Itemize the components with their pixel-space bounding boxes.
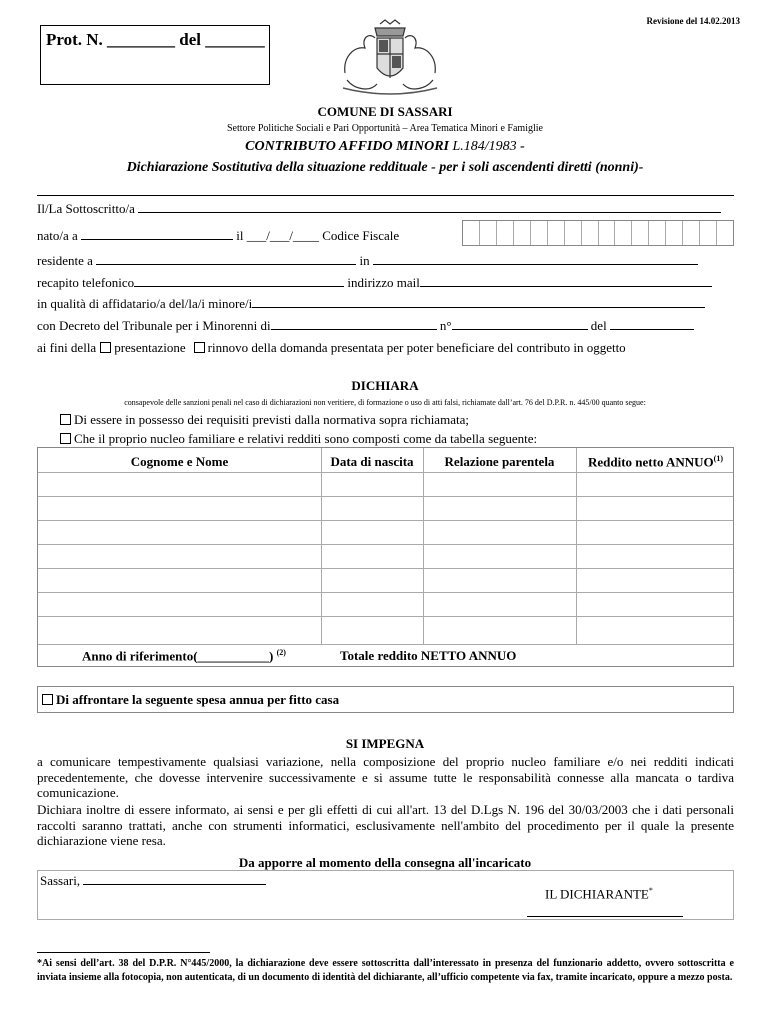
anno-sup: (2) [276, 648, 286, 657]
contributo-title [0, 139, 770, 155]
contributo-law: L.184/1983 [448, 139, 521, 154]
header-relazione: Relazione parentela [444, 454, 555, 469]
fini-label: ai fini della [37, 340, 97, 355]
presentazione-checkbox[interactable] [100, 342, 111, 353]
table-row[interactable] [38, 592, 733, 593]
header-cognome-nome: Cognome e Nome [130, 454, 229, 469]
nucleo-label: Che il proprio nucleo familiare e relativi redditi sono composti come da tabella seguente: [74, 431, 538, 446]
table-row[interactable] [38, 472, 733, 473]
anno-riferimento[interactable] [82, 648, 286, 664]
minor-name-field[interactable] [252, 296, 705, 308]
sottoscritto-field[interactable] [138, 201, 721, 213]
presentazione-label: presentazione [114, 340, 186, 355]
il-label: il [236, 228, 244, 243]
residence-city-field[interactable] [96, 253, 356, 265]
nucleo-item [60, 431, 537, 447]
table-row[interactable] [38, 496, 733, 497]
numero-label: n° [439, 318, 452, 333]
residente-label: residente a [37, 253, 93, 268]
sassari-row [40, 873, 266, 889]
tribunale-field[interactable] [271, 318, 437, 330]
header-divider [37, 195, 734, 196]
decreto-label: con Decreto del Tribunale per i Minorenni di [37, 318, 271, 333]
decreto-row [37, 318, 734, 334]
anno-label: Anno di riferimento(___________) [82, 648, 274, 664]
table-row[interactable] [38, 616, 733, 617]
qualita-label: in qualità di affidatario/a del/la/i minore/i [37, 296, 253, 311]
dichiarante-text: IL DICHIARANTE [545, 886, 649, 902]
requisiti-label: Di essere in possesso dei requisiti previsti dalla normativa sopra richiamata; [74, 412, 469, 427]
dichiarante-label [545, 886, 653, 902]
del-label: del [590, 318, 607, 333]
birthdate-field[interactable]: ___/___/____ [246, 228, 320, 243]
birthplace-field[interactable] [81, 228, 233, 240]
requisiti-checkbox[interactable] [60, 414, 71, 425]
email-label: indirizzo mail [347, 275, 420, 290]
apporre-heading: Da apporre al momento della consegna all'incaricato [238, 855, 532, 870]
affitto-item [42, 692, 339, 708]
sassari-date-field[interactable] [83, 873, 266, 885]
sottoscritto-label: Il/La Sottoscritto/a [37, 201, 135, 216]
table-row[interactable] [38, 568, 733, 569]
decree-number-field[interactable] [452, 318, 588, 330]
contributo-dash: - [520, 139, 525, 154]
contributo-bold: CONTRIBUTO AFFIDO MINORI [245, 139, 449, 154]
city-coat-of-arms-emblem [335, 18, 445, 98]
header-reddito [576, 454, 735, 470]
privacy-text: Dichiara inoltre di essere informato, ai sensi e per gli effetti di cui all'art. 13 del D.Lgs N. 196 del 30/03/2003 che i dati personali raccolti saranno trattati, anche con strumenti informatici, esclusivamente nell'ambito del procedimento per il quale la presente dichiarazione viene resa. [37, 802, 734, 848]
nucleo-checkbox[interactable] [60, 433, 71, 444]
table-col-divider [423, 448, 424, 644]
requisiti-item [60, 412, 469, 428]
recapito-row [37, 275, 734, 291]
codice-fiscale-grid[interactable] [462, 220, 734, 246]
residence-address-field[interactable] [373, 253, 698, 265]
footnote-text: *Ai sensi dell’art. 38 del D.P.R. N°445/2000, la dichiarazione deve essere sottoscritta dall’interessato in presenza del funzionario addetto, ovvero sottoscritta e inviata insieme alla fotocopia, non autenticata, di un documento di identità del dichiarante, all’ufficio competente via fax, tramite incaricato, oppure a mezzo posta. [37, 958, 734, 983]
settore-subtitle: Settore Politiche Sociali e Pari Opportunità – Area Tematica Minori e Famiglie [227, 123, 543, 134]
footnote-divider [37, 952, 210, 953]
impegna-text: a comunicare tempestivamente qualsiasi variazione, nella composizione del proprio nucleo familiare e/o nei redditi indicati precedentemente, che dovesse intervenire successivamente e si assume tutte le responsabilità connesse alla mancata o tardiva comunicazione. [37, 754, 734, 800]
header-data-nascita: Data di nascita [330, 454, 414, 469]
affitto-checkbox[interactable] [42, 694, 53, 705]
dichiarazione-subtitle: Dichiarazione Sostitutiva della situazione reddituale - per i soli ascendenti diretti (nonni)- [126, 160, 644, 175]
qualita-row [37, 296, 734, 312]
sassari-label: Sassari, [40, 873, 81, 888]
in-label: in [359, 253, 370, 268]
recapito-label: recapito telefonico [37, 275, 135, 290]
table-col-divider [321, 448, 322, 644]
signature-line[interactable] [527, 916, 683, 917]
comune-title: COMUNE DI SASSARI [317, 104, 453, 119]
revision-date: Revisione del 14.02.2013 [646, 16, 740, 26]
phone-field[interactable] [134, 275, 344, 287]
email-field[interactable] [420, 275, 712, 287]
impegna-heading: SI IMPEGNA [345, 736, 425, 751]
table-row[interactable] [38, 520, 733, 521]
residente-row [37, 253, 734, 269]
household-income-table [37, 447, 734, 667]
dichiara-heading: DICHIARA [351, 378, 419, 393]
header-reddito-sup: (1) [713, 454, 723, 463]
nato-label: nato/a a [37, 228, 78, 243]
dichiarante-star: * [648, 886, 653, 895]
header-reddito-label: Reddito netto ANNUO [588, 454, 714, 470]
sottoscritto-row [37, 201, 734, 217]
table-row[interactable] [38, 544, 733, 545]
protocol-label: Prot. N. ________ del _______ [46, 30, 265, 49]
decree-date-field[interactable] [610, 318, 694, 330]
affitto-label: Di affrontare la seguente spesa annua per fitto casa [56, 692, 340, 707]
codice-fiscale-label: Codice Fiscale [322, 228, 400, 243]
totale-reddito: Totale reddito NETTO ANNUO [340, 648, 517, 663]
table-footer-row [38, 644, 733, 645]
consapevole-text: consapevole delle sanzioni penali nel caso di dichiarazioni non veritiere, di formazione o uso di atti falsi, richiamate dall’art. 76 del D.P.R. n. 445/00 quanto segue: [124, 398, 646, 407]
rinnovo-label: rinnovo della domanda presentata per poter beneficiare del contributo in oggetto [207, 340, 626, 355]
table-col-divider [576, 448, 577, 644]
rinnovo-checkbox[interactable] [194, 342, 205, 353]
fini-row [37, 340, 734, 356]
